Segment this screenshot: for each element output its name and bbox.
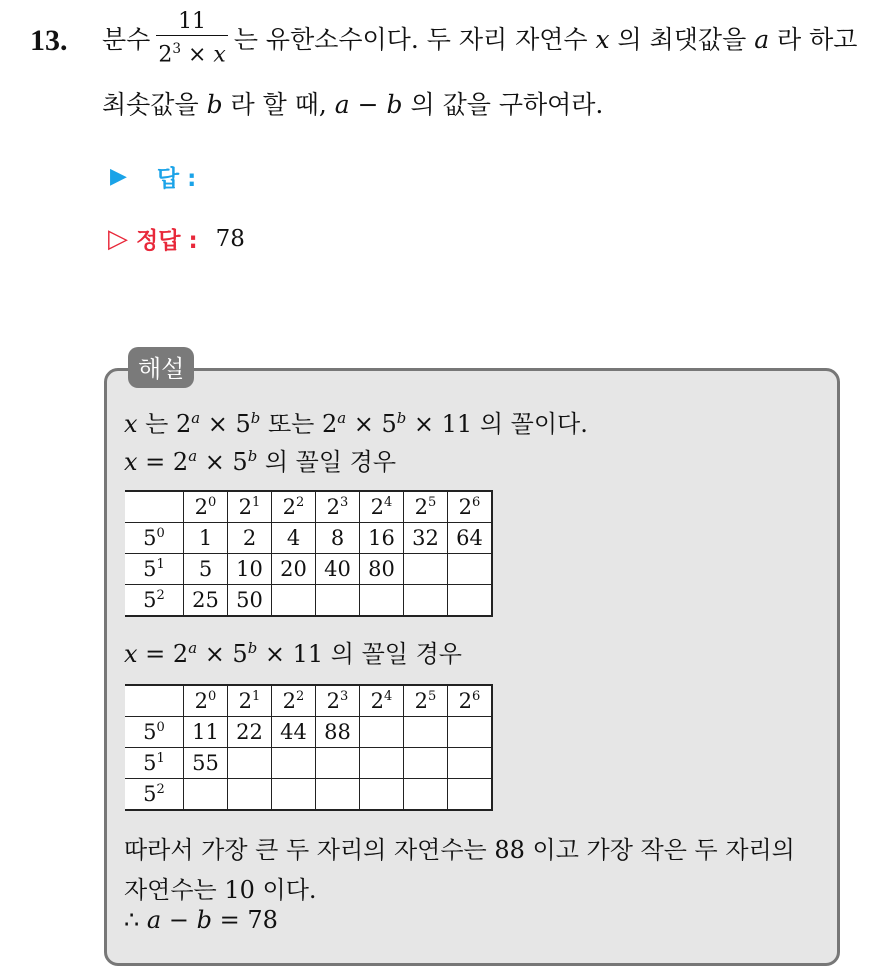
table-column-header <box>360 685 404 717</box>
header-base: 5 <box>143 526 157 550</box>
question-text: 라 하고 <box>777 25 858 55</box>
header-base: 2 <box>194 495 209 519</box>
header-base: 2 <box>370 689 385 713</box>
table-cell <box>272 585 316 617</box>
header-base: 2 <box>414 689 429 713</box>
table-cell: 88 <box>316 717 360 748</box>
den-base: 2 <box>158 42 173 68</box>
header-exponent: 4 <box>384 495 393 510</box>
header-exponent: 0 <box>208 495 217 510</box>
table-cell: 64 <box>448 523 493 554</box>
table-cell <box>448 779 493 811</box>
table-cell <box>448 748 493 779</box>
table-row <box>125 523 492 554</box>
table-cell <box>404 554 448 585</box>
sol-text: 또는 <box>260 410 322 438</box>
answer-input-row <box>110 160 196 193</box>
table-cell <box>404 717 448 748</box>
header-exponent: 0 <box>208 689 217 704</box>
header-base: 2 <box>458 495 473 519</box>
header-exponent: 5 <box>428 495 437 510</box>
header-base: 2 <box>326 689 341 713</box>
question-line-1 <box>102 9 858 71</box>
fraction-numerator: 11 <box>178 9 207 34</box>
fraction <box>156 9 228 68</box>
play-icon: ▶ <box>110 164 127 189</box>
header-base: 2 <box>238 495 253 519</box>
sol-text: 는 <box>137 410 176 438</box>
sol-exp: a <box>337 409 347 427</box>
sol-exp: a <box>188 447 198 465</box>
table-column-header <box>448 685 493 717</box>
table-cell <box>360 779 404 811</box>
question-text: 의 최댓값을 <box>617 25 747 55</box>
fraction-denominator <box>156 35 228 68</box>
sol-exp: a <box>188 639 198 657</box>
header-base: 2 <box>370 495 385 519</box>
header-exponent: 2 <box>156 782 165 797</box>
sol-text: = 2 <box>137 448 189 476</box>
table-row <box>125 717 492 748</box>
table-row-header <box>125 554 184 585</box>
table-row-header <box>125 717 184 748</box>
expr-a-minus-b: a − b <box>334 90 403 119</box>
header-base: 5 <box>143 588 157 612</box>
table-column-header <box>228 685 272 717</box>
table-cell: 4 <box>272 523 316 554</box>
header-exponent: 2 <box>296 689 305 704</box>
table-cell: 10 <box>228 554 272 585</box>
table-cell: 2 <box>228 523 272 554</box>
table-cell <box>448 554 493 585</box>
solution-line-1 <box>124 404 588 439</box>
question-text: 분수 <box>102 25 151 55</box>
sol-text: 2 <box>176 410 192 438</box>
table-cell: 32 <box>404 523 448 554</box>
table-row <box>125 554 492 585</box>
sol-text: × 5 <box>200 410 251 438</box>
sol-text: × 5 <box>197 448 248 476</box>
header-exponent: 4 <box>384 689 393 704</box>
header-base: 2 <box>282 495 297 519</box>
sol-var: x <box>124 640 138 668</box>
header-base: 2 <box>282 689 297 713</box>
header-exponent: 1 <box>252 689 261 704</box>
table-cell <box>404 748 448 779</box>
header-exponent: 6 <box>472 689 481 704</box>
table-column-header <box>184 491 228 523</box>
table-row-header <box>125 779 184 811</box>
table-cell: 5 <box>184 554 228 585</box>
var-b: b <box>206 90 223 119</box>
sol-text: = 2 <box>137 640 189 668</box>
answer-label: 답 : <box>156 166 197 192</box>
table-cell: 25 <box>184 585 228 617</box>
table-header-row <box>125 491 492 523</box>
den-times: × <box>180 42 214 68</box>
correct-answer-value: 78 <box>215 225 245 252</box>
header-base: 2 <box>238 689 253 713</box>
table-column-header <box>184 685 228 717</box>
var-a: a <box>754 25 770 55</box>
table-row <box>125 779 492 811</box>
header-exponent: 2 <box>156 588 165 603</box>
header-base: 5 <box>143 782 157 806</box>
table-power-combinations <box>125 490 493 617</box>
solution-line-5: 자연수는 10 이다. <box>124 876 317 904</box>
header-base: 2 <box>414 495 429 519</box>
header-base: 2 <box>326 495 341 519</box>
table-header-row <box>125 685 492 717</box>
table-column-header <box>316 491 360 523</box>
header-exponent: 3 <box>340 689 349 704</box>
table-column-header <box>404 685 448 717</box>
table-cell <box>360 748 404 779</box>
sol-text: × 5 <box>197 640 248 668</box>
table-column-header <box>360 491 404 523</box>
table-cell <box>184 779 228 811</box>
solution-line-6 <box>124 906 278 934</box>
header-exponent: 0 <box>156 526 165 541</box>
correct-answer-label: 정답 : <box>136 228 198 254</box>
correct-answer-row <box>108 222 245 255</box>
sol-text: × 11 의 꼴이다. <box>406 410 588 438</box>
header-base: 5 <box>143 557 157 581</box>
den-var: x <box>213 42 226 68</box>
sol-var: x <box>124 410 138 438</box>
sol-text: = 78 <box>211 906 278 934</box>
table-column-header <box>272 491 316 523</box>
question-text: 라 할 때, <box>230 90 327 119</box>
table-column-header <box>404 491 448 523</box>
den-exponent: 3 <box>172 41 181 57</box>
header-exponent: 1 <box>156 751 165 766</box>
table-corner-cell <box>125 491 184 523</box>
table-cell <box>228 779 272 811</box>
sol-text: × 5 <box>346 410 397 438</box>
table-corner-cell <box>125 685 184 717</box>
sol-exp: b <box>247 639 258 657</box>
question-text: 는 유한소수이다. 두 자리 자연수 <box>233 25 588 55</box>
table-column-header <box>448 491 493 523</box>
header-base: 2 <box>194 689 209 713</box>
header-base: 5 <box>143 720 157 744</box>
table-row-header <box>125 748 184 779</box>
table-cell <box>360 585 404 617</box>
sol-var: x <box>124 448 138 476</box>
header-exponent: 1 <box>252 495 261 510</box>
sol-expr: a − b <box>146 906 212 934</box>
sol-exp: b <box>247 447 258 465</box>
question-line-2 <box>102 85 603 121</box>
table-cell: 16 <box>360 523 404 554</box>
solution-tag: 해설 <box>128 347 194 388</box>
table-cell: 11 <box>184 717 228 748</box>
table-cell <box>316 585 360 617</box>
table-cell <box>404 779 448 811</box>
solution-line-3 <box>124 634 462 669</box>
table-cell <box>272 779 316 811</box>
header-exponent: 6 <box>472 495 481 510</box>
table-row <box>125 748 492 779</box>
table-power-combinations-times-11 <box>125 684 493 811</box>
table-cell: 1 <box>184 523 228 554</box>
table-cell: 55 <box>184 748 228 779</box>
header-exponent: 2 <box>296 495 305 510</box>
solution-line-2 <box>124 442 396 477</box>
table-cell: 40 <box>316 554 360 585</box>
table-cell: 22 <box>228 717 272 748</box>
table-cell: 80 <box>360 554 404 585</box>
question-text: 의 값을 구하여라. <box>410 90 604 119</box>
sol-exp: a <box>191 409 201 427</box>
table-column-header <box>228 491 272 523</box>
table-cell <box>448 717 493 748</box>
question-number: 13. <box>30 24 68 57</box>
header-exponent: 1 <box>156 557 165 572</box>
table-cell <box>404 585 448 617</box>
table-cell <box>272 748 316 779</box>
table-cell <box>316 779 360 811</box>
table-cell <box>316 748 360 779</box>
header-base: 2 <box>458 689 473 713</box>
therefore-symbol: ∴ <box>124 906 147 934</box>
table-row-header <box>125 523 184 554</box>
table-cell <box>228 748 272 779</box>
solution-line-4: 따라서 가장 큰 두 자리의 자연수는 88 이고 가장 작은 두 자리의 <box>124 836 795 864</box>
table-row <box>125 585 492 617</box>
table-cell: 44 <box>272 717 316 748</box>
var-x: x <box>595 25 610 55</box>
table-column-header <box>316 685 360 717</box>
sol-text: × 11 의 꼴일 경우 <box>257 640 462 668</box>
sol-text: 2 <box>321 410 338 438</box>
table-cell <box>448 585 493 617</box>
sol-exp: b <box>396 409 407 427</box>
table-cell <box>360 717 404 748</box>
sol-text: 의 꼴일 경우 <box>257 448 397 476</box>
table-column-header <box>272 685 316 717</box>
question-text: 최솟값을 <box>102 90 199 119</box>
header-exponent: 5 <box>428 689 437 704</box>
outline-triangle-icon: ▷ <box>108 223 128 254</box>
table-row-header <box>125 585 184 617</box>
table-cell: 8 <box>316 523 360 554</box>
table-cell: 20 <box>272 554 316 585</box>
sol-exp: b <box>250 409 261 427</box>
header-base: 5 <box>143 751 157 775</box>
header-exponent: 0 <box>156 720 165 735</box>
table-cell: 50 <box>228 585 272 617</box>
header-exponent: 3 <box>340 495 349 510</box>
